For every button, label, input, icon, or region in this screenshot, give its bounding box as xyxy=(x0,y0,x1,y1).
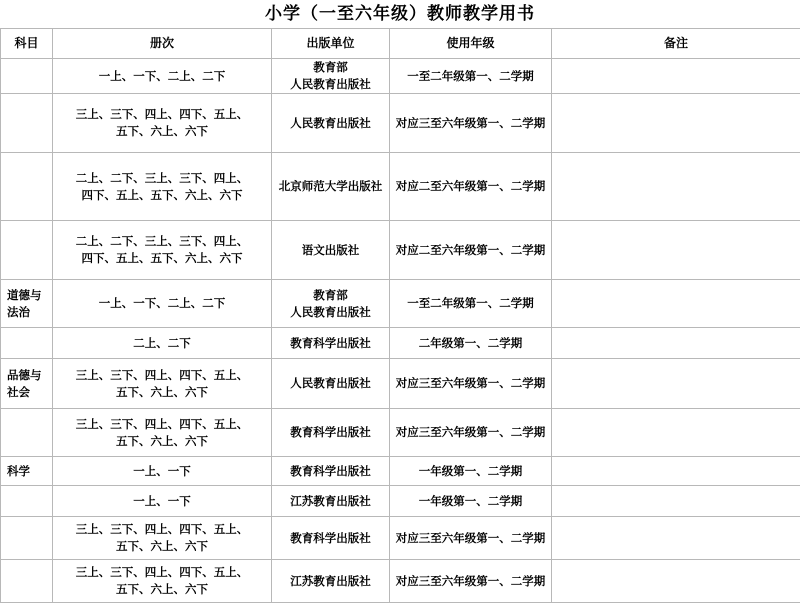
volumes-cell[interactable]: 二上、二下 xyxy=(53,328,272,359)
grade-cell[interactable]: 对应二至六年级第一、二学期 xyxy=(390,221,552,280)
note-cell[interactable] xyxy=(552,560,800,603)
note-cell[interactable] xyxy=(552,517,800,560)
table-row xyxy=(1,328,800,359)
subject-cell[interactable] xyxy=(1,517,53,560)
table-row xyxy=(1,280,800,328)
header-grade: 使用年级 xyxy=(390,29,552,59)
grade-cell[interactable]: 对应三至六年级第一、二学期 xyxy=(390,560,552,603)
grade-cell[interactable]: 一至二年级第一、二学期 xyxy=(390,280,552,328)
table-row xyxy=(1,94,800,153)
note-cell[interactable] xyxy=(552,59,800,94)
table-row xyxy=(1,560,800,603)
page-title: 小学（一至六年级）教师教学用书 xyxy=(0,0,800,28)
table-row xyxy=(1,409,800,457)
volumes-cell[interactable]: 三上、三下、四上、四下、五上、 五下、六上、六下 xyxy=(53,409,272,457)
publisher-cell[interactable]: 人民教育出版社 xyxy=(272,94,390,153)
header-note: 备注 xyxy=(552,29,800,59)
volumes-cell[interactable]: 二上、二下、三上、三下、四上、 四下、五上、五下、六上、六下 xyxy=(53,221,272,280)
publisher-cell[interactable]: 江苏教育出版社 xyxy=(272,486,390,517)
grade-cell[interactable]: 对应三至六年级第一、二学期 xyxy=(390,94,552,153)
table-row xyxy=(1,457,800,486)
note-cell[interactable] xyxy=(552,94,800,153)
volumes-cell[interactable]: 一上、一下 xyxy=(53,457,272,486)
volumes-cell[interactable]: 三上、三下、四上、四下、五上、 五下、六上、六下 xyxy=(53,560,272,603)
note-cell[interactable] xyxy=(552,409,800,457)
publisher-cell[interactable]: 北京师范大学出版社 xyxy=(272,153,390,221)
table-row xyxy=(1,359,800,409)
publisher-cell[interactable]: 教育科学出版社 xyxy=(272,328,390,359)
table-row xyxy=(1,517,800,560)
note-cell[interactable] xyxy=(552,486,800,517)
subject-cell[interactable] xyxy=(1,221,53,280)
volumes-cell[interactable]: 二上、二下、三上、三下、四上、 四下、五上、五下、六上、六下 xyxy=(53,153,272,221)
note-cell[interactable] xyxy=(552,457,800,486)
note-cell[interactable] xyxy=(552,359,800,409)
volumes-cell[interactable]: 三上、三下、四上、四下、五上、 五下、六上、六下 xyxy=(53,517,272,560)
grade-cell[interactable]: 一至二年级第一、二学期 xyxy=(390,59,552,94)
subject-cell[interactable] xyxy=(1,59,53,94)
publisher-cell[interactable]: 教育科学出版社 xyxy=(272,517,390,560)
textbook-table xyxy=(0,28,800,603)
grade-cell[interactable]: 对应三至六年级第一、二学期 xyxy=(390,517,552,560)
header-volumes: 册次 xyxy=(53,29,272,59)
grade-cell[interactable]: 一年级第一、二学期 xyxy=(390,457,552,486)
table-body xyxy=(1,59,800,603)
grade-cell[interactable]: 对应三至六年级第一、二学期 xyxy=(390,409,552,457)
table-row xyxy=(1,486,800,517)
publisher-cell[interactable]: 教育部 人民教育出版社 xyxy=(272,280,390,328)
grade-cell[interactable]: 二年级第一、二学期 xyxy=(390,328,552,359)
subject-cell[interactable] xyxy=(1,486,53,517)
volumes-cell[interactable]: 三上、三下、四上、四下、五上、 五下、六上、六下 xyxy=(53,94,272,153)
grade-cell[interactable]: 对应三至六年级第一、二学期 xyxy=(390,359,552,409)
subject-cell[interactable] xyxy=(1,409,53,457)
table-row xyxy=(1,221,800,280)
subject-cell[interactable] xyxy=(1,560,53,603)
grade-cell[interactable]: 一年级第一、二学期 xyxy=(390,486,552,517)
subject-cell[interactable]: 品德与 社会 xyxy=(1,359,53,409)
publisher-cell[interactable]: 语文出版社 xyxy=(272,221,390,280)
volumes-cell[interactable]: 一上、一下 xyxy=(53,486,272,517)
volumes-cell[interactable]: 三上、三下、四上、四下、五上、 五下、六上、六下 xyxy=(53,359,272,409)
publisher-cell[interactable]: 江苏教育出版社 xyxy=(272,560,390,603)
subject-cell[interactable]: 道德与 法治 xyxy=(1,280,53,328)
publisher-cell[interactable]: 教育科学出版社 xyxy=(272,457,390,486)
subject-cell[interactable] xyxy=(1,153,53,221)
note-cell[interactable] xyxy=(552,280,800,328)
header-publisher: 出版单位 xyxy=(272,29,390,59)
publisher-cell[interactable]: 人民教育出版社 xyxy=(272,359,390,409)
volumes-cell[interactable]: 一上、一下、二上、二下 xyxy=(53,59,272,94)
subject-cell[interactable] xyxy=(1,94,53,153)
volumes-cell[interactable]: 一上、一下、二上、二下 xyxy=(53,280,272,328)
table-row xyxy=(1,153,800,221)
subject-cell[interactable]: 科学 xyxy=(1,457,53,486)
header-row xyxy=(1,29,800,59)
publisher-cell[interactable]: 教育科学出版社 xyxy=(272,409,390,457)
header-subject: 科目 xyxy=(1,29,53,59)
note-cell[interactable] xyxy=(552,153,800,221)
publisher-cell[interactable]: 教育部 人民教育出版社 xyxy=(272,59,390,94)
note-cell[interactable] xyxy=(552,328,800,359)
grade-cell[interactable]: 对应二至六年级第一、二学期 xyxy=(390,153,552,221)
note-cell[interactable] xyxy=(552,221,800,280)
subject-cell[interactable] xyxy=(1,328,53,359)
table-row xyxy=(1,59,800,94)
